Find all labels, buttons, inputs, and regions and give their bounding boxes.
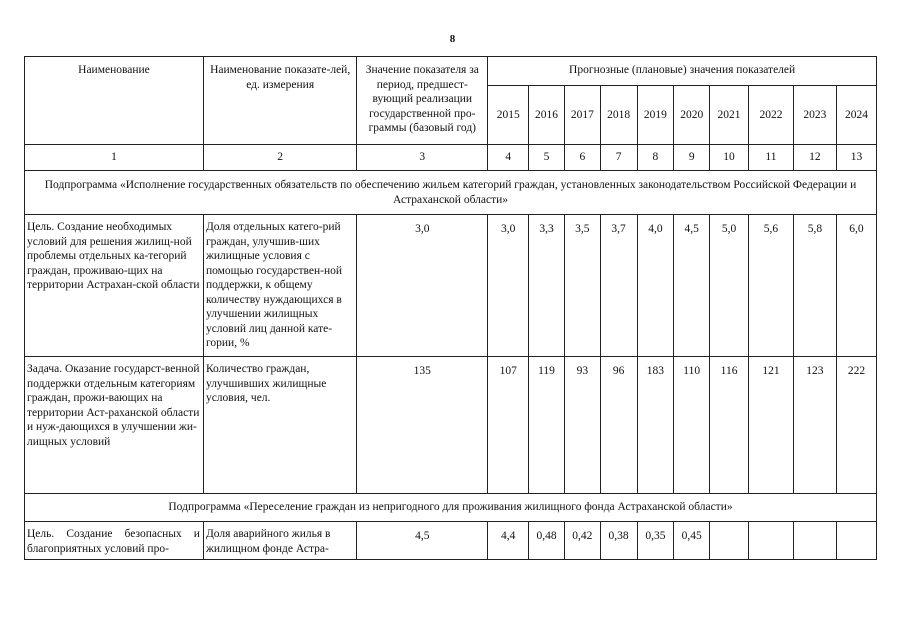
forecast-value: 5,0 xyxy=(710,215,749,357)
goal-name: Цель. Создание безопасных и благоприятных условий про- xyxy=(25,522,204,560)
forecast-value: 0,35 xyxy=(637,522,674,560)
forecast-value: 107 xyxy=(488,357,529,494)
column-number: 3 xyxy=(357,145,488,171)
header-year: 2018 xyxy=(600,86,637,145)
subprogram-row xyxy=(25,494,877,522)
forecast-value: 0,45 xyxy=(674,522,710,560)
forecast-value: 6,0 xyxy=(836,215,876,357)
header-year: 2017 xyxy=(564,86,600,145)
forecast-value: 3,3 xyxy=(529,215,565,357)
header-year: 2022 xyxy=(748,86,793,145)
forecast-value xyxy=(793,522,836,560)
header-year: 2016 xyxy=(529,86,565,145)
column-number: 9 xyxy=(674,145,710,171)
forecast-value: 0,48 xyxy=(529,522,565,560)
forecast-value: 96 xyxy=(600,357,637,494)
forecast-value xyxy=(748,522,793,560)
table-row xyxy=(25,215,877,357)
forecast-value: 110 xyxy=(674,357,710,494)
column-number: 6 xyxy=(564,145,600,171)
forecast-value: 0,42 xyxy=(564,522,600,560)
header-forecast: Прогнозные (плановые) значения показателей xyxy=(488,57,877,86)
base-value: 3,0 xyxy=(357,215,488,357)
header-indicator: Наименование показате-лей, ед. измерения xyxy=(203,57,356,145)
forecast-value: 4,4 xyxy=(488,522,529,560)
column-number: 7 xyxy=(600,145,637,171)
forecast-value: 0,38 xyxy=(600,522,637,560)
base-value: 4,5 xyxy=(357,522,488,560)
forecast-value xyxy=(710,522,749,560)
forecast-value: 121 xyxy=(748,357,793,494)
indicator-name: Доля отдельных катего-рий граждан, улучшив-ших жилищные условия с помощью государствен-ной поддержки, к общему количеству нуждающихся в улучшении жилищных условий лиц данной кате-гории, % xyxy=(203,215,356,357)
forecast-value: 123 xyxy=(793,357,836,494)
column-number: 2 xyxy=(203,145,356,171)
subprogram-row xyxy=(25,171,877,215)
forecast-value: 222 xyxy=(836,357,876,494)
table-row xyxy=(25,357,877,494)
forecast-value: 119 xyxy=(529,357,565,494)
column-number: 1 xyxy=(25,145,204,171)
forecast-value: 116 xyxy=(710,357,749,494)
forecast-value: 4,5 xyxy=(674,215,710,357)
subprogram-title: Подпрограмма «Исполнение государственных обязательств по обеспечению жильем категорий граждан, установленных законодательством Российской Федерации и Астраханской области» xyxy=(25,171,877,215)
header-base-value: Значение показателя за период, предшест-вующий реализации государственной про-граммы (базовый год) xyxy=(357,57,488,145)
header-year: 2019 xyxy=(637,86,674,145)
indicator-name: Количество граждан, улучшивших жилищные условия, чел. xyxy=(203,357,356,494)
subprogram-title: Подпрограмма «Переселение граждан из непригодного для проживания жилищного фонда Астраханской области» xyxy=(25,494,877,522)
forecast-value xyxy=(836,522,876,560)
header-year: 2020 xyxy=(674,86,710,145)
page-number: 8 xyxy=(449,33,456,45)
forecast-value: 5,8 xyxy=(793,215,836,357)
header-year: 2015 xyxy=(488,86,529,145)
header-row-top xyxy=(25,57,877,86)
forecast-value: 4,0 xyxy=(637,215,674,357)
goal-name: Цель. Создание необходимых условий для решения жилищ-ной проблемы отдельных ка-тегорий граждан, проживаю-щих на территории Астрахан-ской области xyxy=(25,215,204,357)
header-year: 2024 xyxy=(836,86,876,145)
forecast-value: 93 xyxy=(564,357,600,494)
column-number: 13 xyxy=(836,145,876,171)
forecast-value: 3,0 xyxy=(488,215,529,357)
column-number: 10 xyxy=(710,145,749,171)
forecast-value: 3,5 xyxy=(564,215,600,357)
indicator-name: Доля аварийного жилья в жилищном фонде Астра- xyxy=(203,522,356,560)
header-year: 2023 xyxy=(793,86,836,145)
column-number: 8 xyxy=(637,145,674,171)
column-numbers-row xyxy=(25,145,877,171)
column-number: 11 xyxy=(748,145,793,171)
forecast-value: 183 xyxy=(637,357,674,494)
forecast-value: 3,7 xyxy=(600,215,637,357)
header-year: 2021 xyxy=(710,86,749,145)
header-name: Наименование xyxy=(25,57,204,145)
column-number: 5 xyxy=(529,145,565,171)
task-name: Задача. Оказание государст-венной поддержки отдельным категориям граждан, прожи-вающих на территории Аст-раханской области и нуж-дающихся в улучшении жи-лищных условий xyxy=(25,357,204,494)
forecast-value: 5,6 xyxy=(748,215,793,357)
indicators-table xyxy=(24,56,877,560)
table-row xyxy=(25,522,877,560)
column-number: 12 xyxy=(793,145,836,171)
base-value: 135 xyxy=(357,357,488,494)
column-number: 4 xyxy=(488,145,529,171)
